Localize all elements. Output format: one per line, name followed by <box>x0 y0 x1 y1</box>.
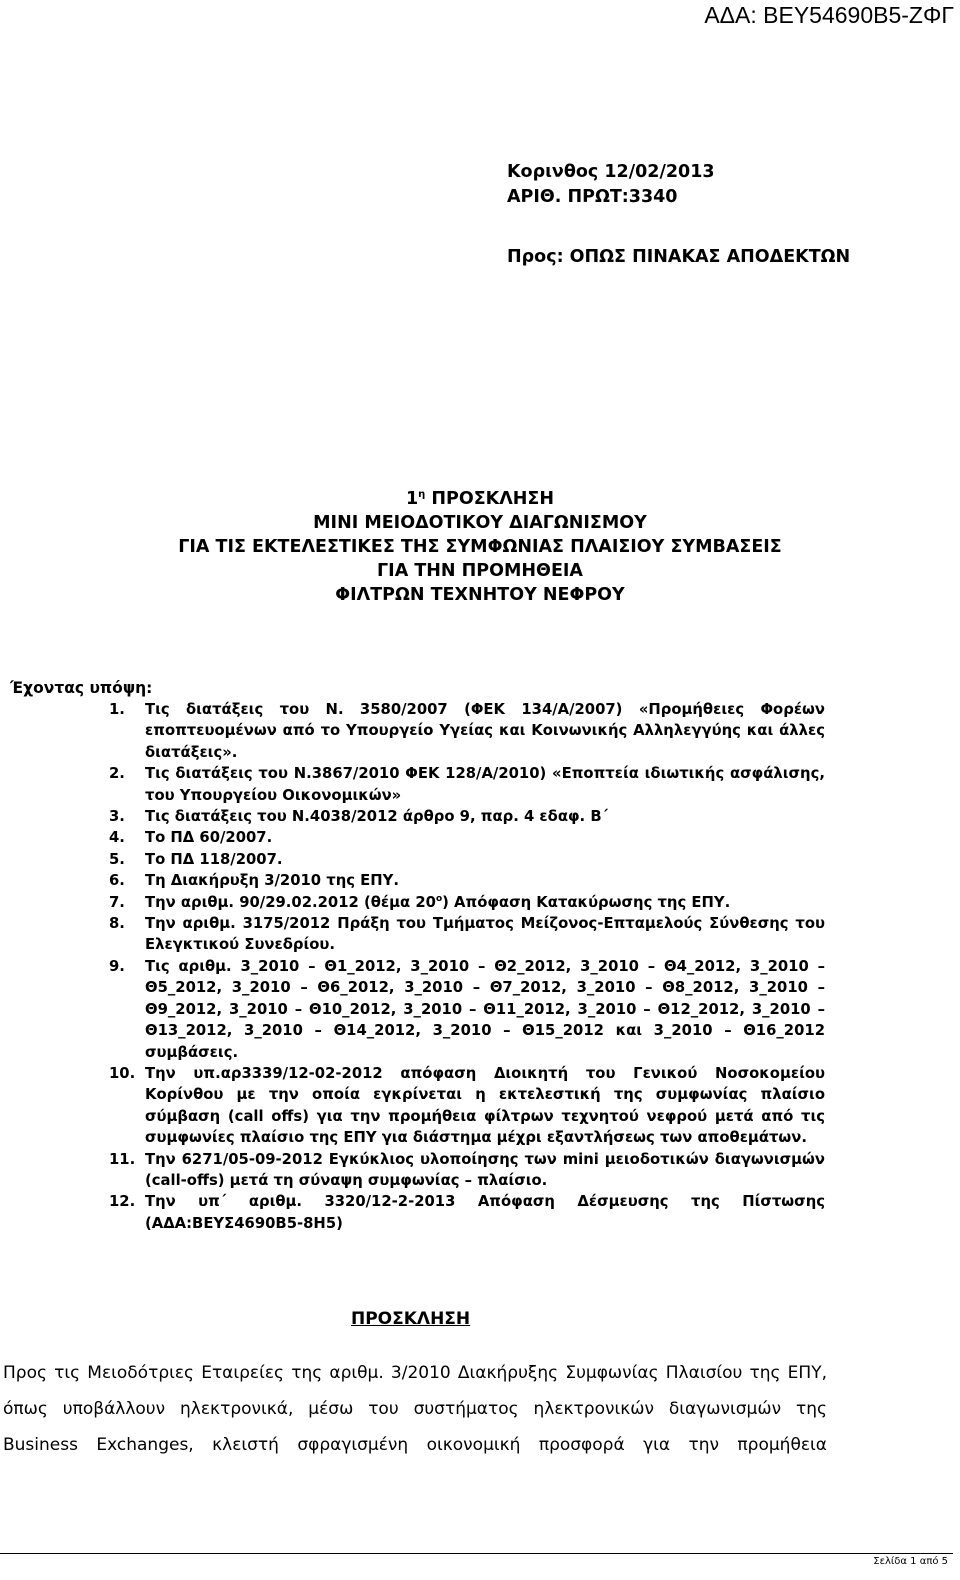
item-text <box>145 894 730 911</box>
item-number: 7. <box>109 893 125 911</box>
document-title <box>0 483 960 607</box>
item-number: 11. <box>109 1150 136 1168</box>
item-number: 1. <box>109 701 125 718</box>
list-item <box>109 956 825 1063</box>
list-item <box>109 699 825 763</box>
item-text: Το ΠΔ 118/2007. <box>145 850 283 868</box>
title-line-4: ΓΙΑ ΤΗΝ ΠΡΟΜΗΘΕΙΑ <box>377 561 583 581</box>
page-number: Σελίδα 1 από 5 <box>873 1556 948 1567</box>
list-item <box>109 1149 825 1192</box>
list-item <box>109 913 825 956</box>
item-text: Την υπ.αρ3339/12-02-2012 απόφαση Διοικητή του Γενικού Νοσοκομείου Κορίνθου με την οποία εγκρίνεται η εκτελεστική της συμφωνίας πλαίσιο σύμβαση (call offs) για την προμήθεια φίλτρων τεχνητού νεφρού μετά από τις συμφωνίες πλαίσιο της ΕΠΥ για διάστημα μέχρι εξαντλήσεως των αποθεμάτων. <box>145 1064 825 1147</box>
invitation-paragraph: Προς τις Μειοδότριες Εταιρείες της αριθμ. 3/2010 Διακήρυξης Συμφωνίας Πλαισίου της ΕΠΥ, όπως υποβάλλουν ηλεκτρονικά, μέσω του συστήματος ηλεκτρονικών διαγωνισμών της Business Exchanges, κλειστή σφραγισμένη οικονομική προσφορά για την προμήθεια <box>3 1363 827 1455</box>
list-item <box>109 1191 825 1234</box>
item-text: Την υπ΄ αριθμ. 3320/12-2-2013 Απόφαση Δέσμευσης της Πίστωσης (ΑΔΑ:ΒΕΥΣ4690Β5-8Η5) <box>145 1193 825 1232</box>
item-text-sup: ο <box>435 893 443 904</box>
protocol-number: ΑΡΙΘ. ΠΡΩΤ:3340 <box>507 187 678 207</box>
item-text: Τις διατάξεις του Ν. 3580/2007 (ΦΕΚ 134/Α/2007) «Προμήθειες Φορέων εποπτευομένων από το Υπουργείο Υγείας και Κοινωνικής Αλληλεγγύης και άλλες διατάξεις». <box>145 701 825 761</box>
list-item <box>109 806 825 827</box>
item-text: Τις διατάξεις του Ν.4038/2012 άρθρο 9, παρ. 4 εδαφ. Β΄ <box>145 808 609 826</box>
list-item <box>109 849 825 870</box>
item-text-pre: Την αριθμ. 90/29.02.2012 (θέμα 20 <box>145 893 436 911</box>
item-number: 3. <box>109 808 125 826</box>
considering-label: Έχοντας υπόψη: <box>10 679 153 697</box>
footer-divider <box>0 1553 953 1554</box>
title-line-3: ΓΙΑ ΤΙΣ ΕΚΤΕΛΕΣΤΙΚΕΣ ΤΗΣ ΣΥΜΦΩΝΙΑΣ ΠΛΑΙΣΙΟΥ ΣΥΜΒΑΣΕΙΣ <box>178 537 782 557</box>
section-heading: ΠΡΟΣΚΛΗΣΗ <box>351 1309 471 1329</box>
item-number: 5. <box>109 850 125 868</box>
title-line-5: ΦΙΛΤΡΩΝ ΤΕΧΝΗΤΟΥ ΝΕΦΡΟΥ <box>335 585 625 605</box>
item-number: 2. <box>109 765 125 783</box>
title-line-1 <box>0 483 960 511</box>
item-number: 4. <box>109 829 125 847</box>
item-text: Την αριθμ. 3175/2012 Πράξη του Τμήματος Μείζονος-Επταμελούς Σύνθεσης του Ελεγκτικού Συνεδρίου. <box>145 915 825 954</box>
item-number: 10. <box>109 1064 136 1082</box>
item-text: Τις αριθμ. 3_2010 – Θ1_2012, 3_2010 – Θ2_2012, 3_2010 – Θ4_2012, 3_2010 – Θ5_2012, 3_2010 – Θ6_2012, 3_2010 – Θ7_2012, 3_2010 – Θ8_2012, 3_2010 – Θ9_2012, 3_2010 – Θ10_2012, 3_2010 – Θ11_2012, 3_2010 – Θ12_2012, 3_2010 – Θ13_2012, 3_2010 – Θ14_2012, 3_2010 – Θ15_2012 και 3_2010 – Θ16_2012 συμβάσεις. <box>145 957 825 1061</box>
item-text: Την 6271/05-09-2012 Εγκύκλιος υλοποίησης των mini μειοδοτικών διαγωνισμών (call-offs) μετά τη σύναψη συμφωνίας – πλαίσιο. <box>145 1150 825 1189</box>
title-ordinal: 1 <box>405 489 419 509</box>
list-item <box>109 892 825 913</box>
legal-basis-list <box>109 699 825 1234</box>
item-text: Το ΠΔ 60/2007. <box>145 829 273 847</box>
title-invitation: ΠΡΟΣΚΛΗΣΗ <box>425 489 555 509</box>
list-item <box>109 763 825 806</box>
recipients-line: Προς: ΟΠΩΣ ΠΙΝΑΚΑΣ ΑΠΟΔΕΚΤΩΝ <box>507 247 851 267</box>
item-text: Τη Διακήρυξη 3/2010 της ΕΠΥ. <box>145 872 399 890</box>
city-date: Κορινθος 12/02/2013 <box>507 162 715 182</box>
ada-stamp: ΑΔΑ: ΒΕΥ54690Β5-ΖΦΓ <box>704 2 954 28</box>
title-ordinal-sup: η <box>418 489 426 500</box>
item-number: 6. <box>109 872 125 890</box>
item-number: 8. <box>109 915 125 933</box>
item-number: 12. <box>109 1193 136 1211</box>
list-item <box>109 1063 825 1149</box>
item-text: Τις διατάξεις του Ν.3867/2010 ΦΕΚ 128/Α/2010) «Εποπτεία ιδιωτικής ασφάλισης, του Υπουργείου Οικονομικών» <box>145 765 825 804</box>
list-item <box>109 827 825 848</box>
title-line-2: ΜΙΝΙ ΜΕΙΟΔΟΤΙΚΟΥ ΔΙΑΓΩΝΙΣΜΟΥ <box>313 513 647 533</box>
item-number: 9. <box>109 957 125 975</box>
list-item <box>109 870 825 891</box>
item-text-post: ) Απόφαση Κατακύρωσης της ΕΠΥ. <box>442 893 731 911</box>
